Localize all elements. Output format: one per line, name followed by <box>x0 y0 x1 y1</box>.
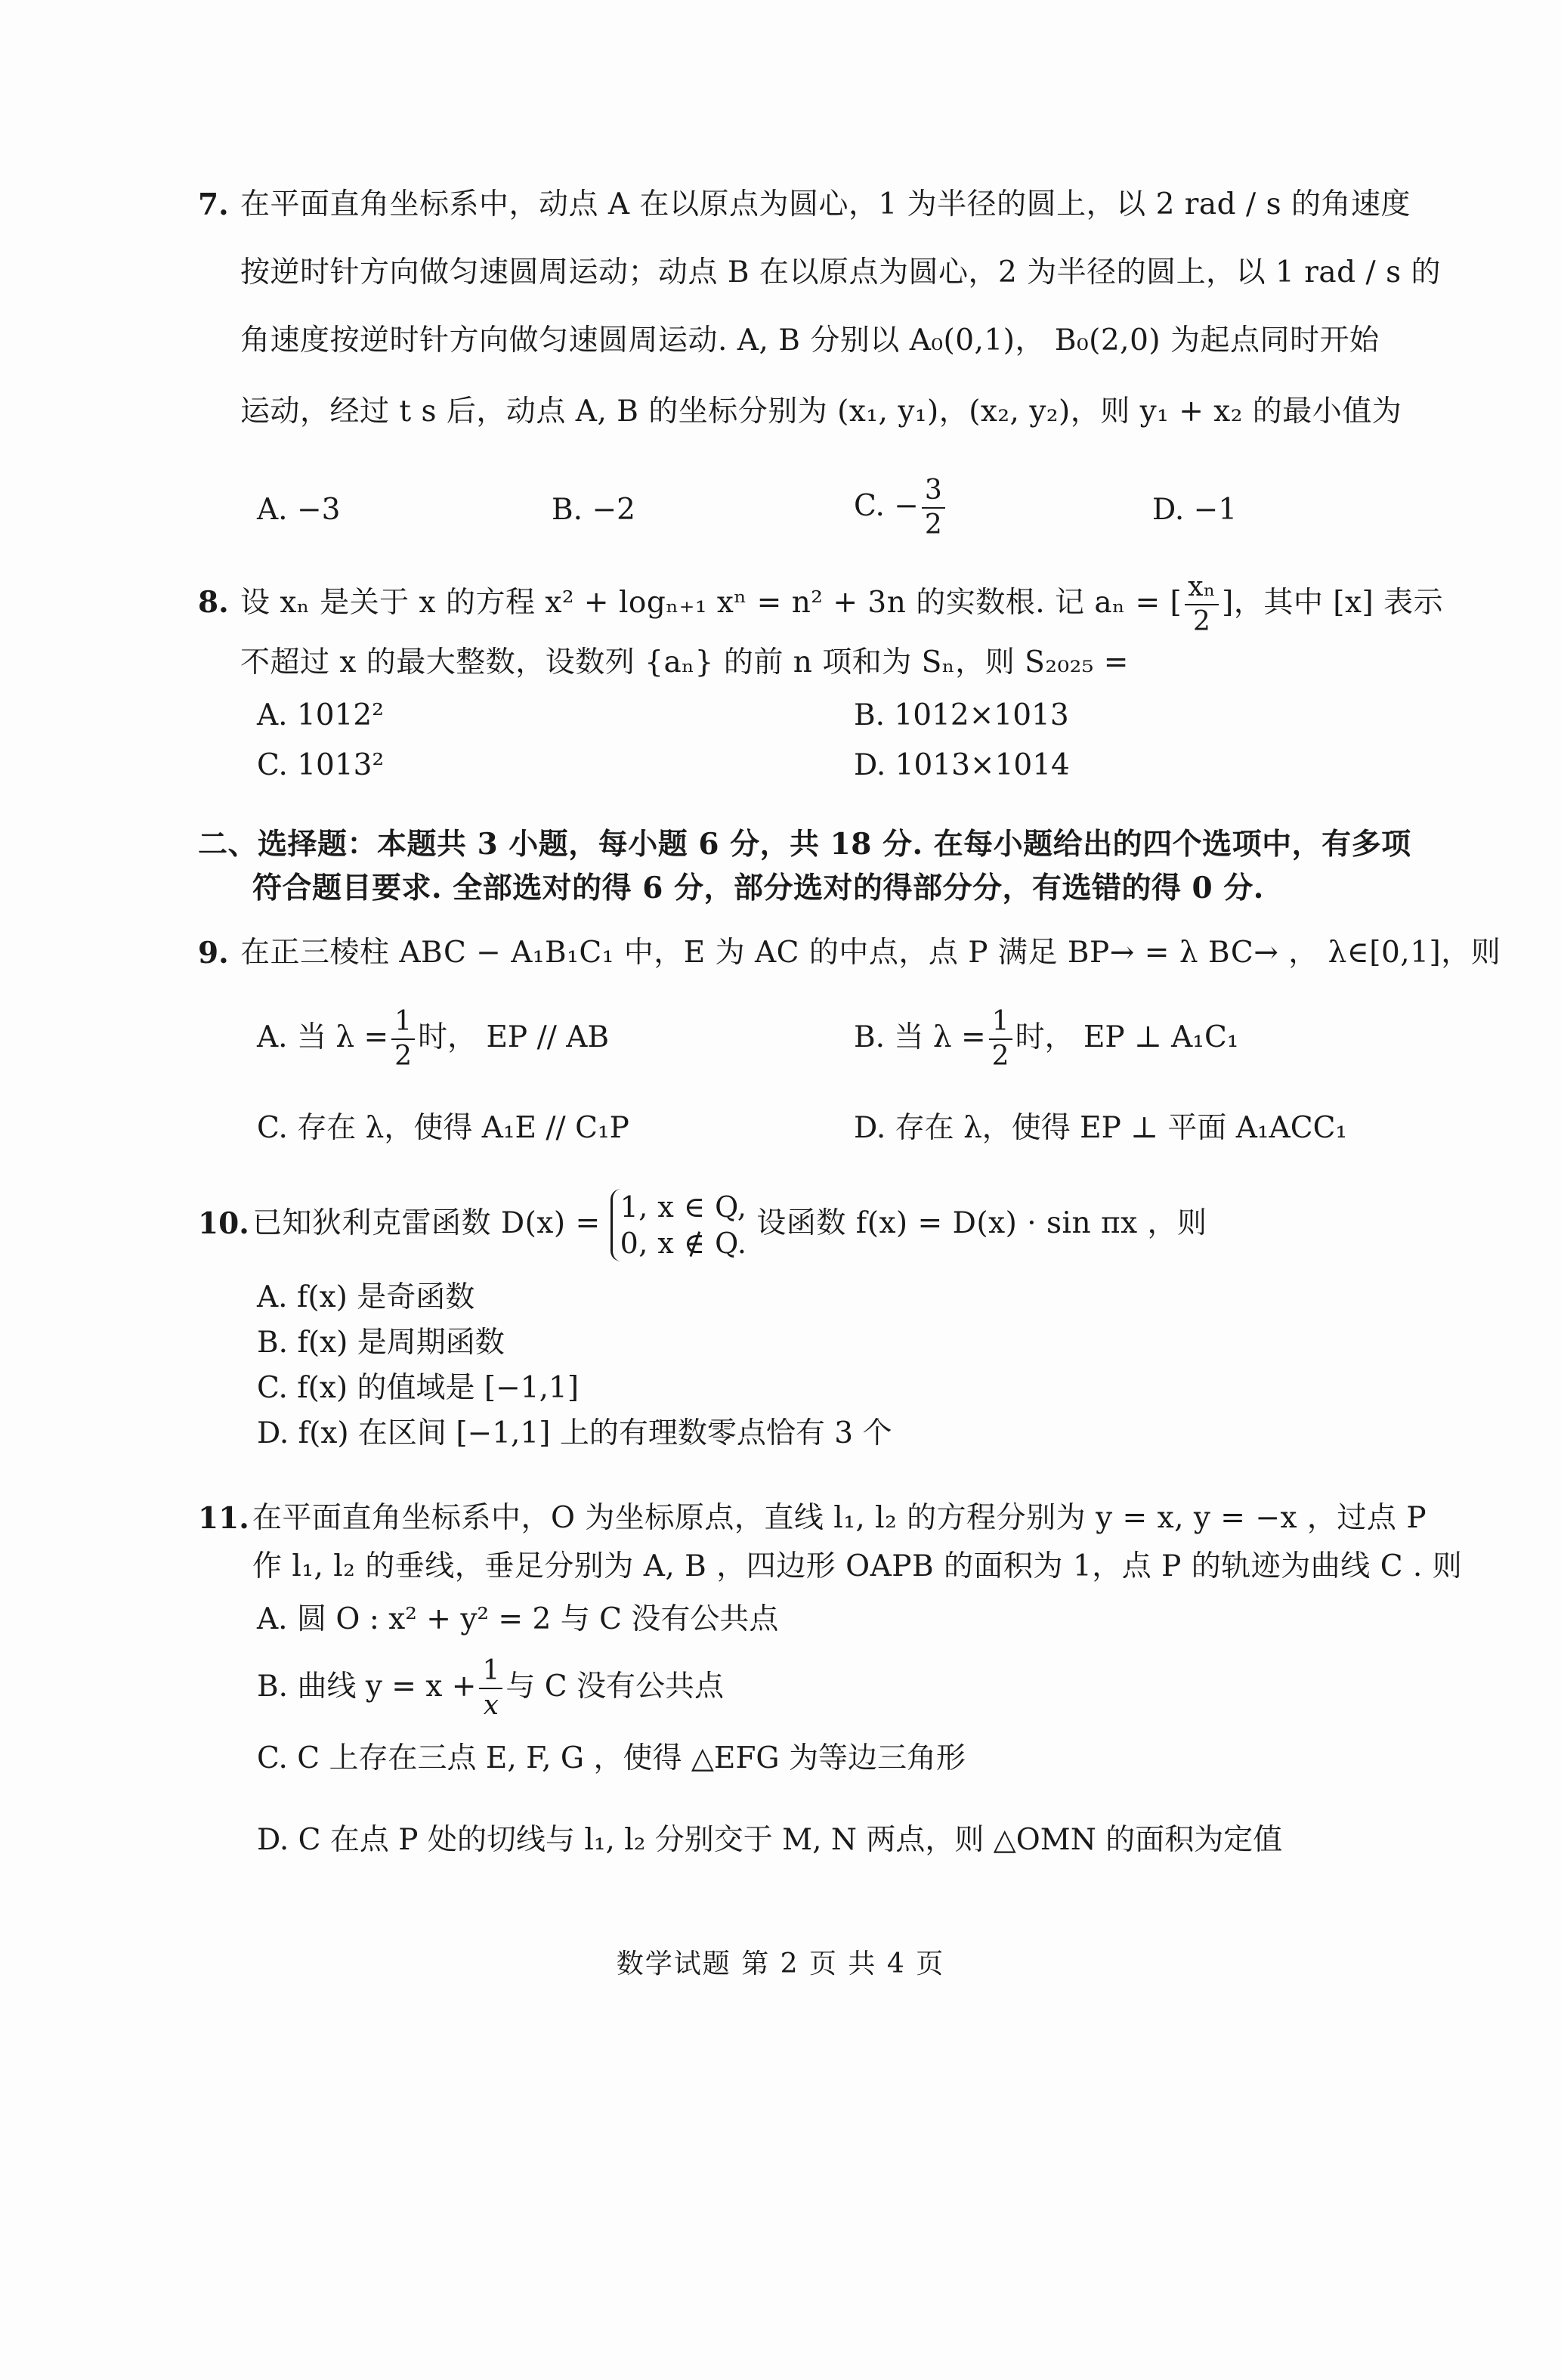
q7-line-1: 在平面直角坐标系中，动点 A 在以原点为圆心，1 为半径的圆上，以 2 rad / s 的角速度 <box>240 187 1411 221</box>
fraction-numerator: 1 <box>391 1005 415 1040</box>
page-footer: 数学试题 第 2 页 共 4 页 <box>616 1948 945 1979</box>
fraction-denominator: 2 <box>924 509 942 540</box>
q8-option-c: C. 1013² <box>257 748 385 782</box>
q11-option-b-post: 与 C 没有公共点 <box>505 1670 724 1704</box>
q9-number: 9. <box>198 936 229 970</box>
q7-line-2: 按逆时针方向做匀速圆周运动；动点 B 在以原点为圆心，2 为半径的圆上，以 1 rad / s 的 <box>240 255 1441 289</box>
q10-stem <box>252 1179 1207 1268</box>
q9-option-a-post: 时， EP // AB <box>418 1020 610 1054</box>
q7-option-d: D. −1 <box>1152 493 1238 527</box>
q11-option-b-fraction <box>479 1654 502 1722</box>
q11-option-b <box>257 1649 724 1725</box>
q7-line-3: 角速度按逆时针方向做匀速圆周运动. A, B 分别以 A₀(0,1)， B₀(2,0) 为起点同时开始 <box>240 323 1380 357</box>
q7-line-4: 运动，经过 t s 后，动点 A, B 的坐标分别为 (x₁, y₁)，(x₂, y₂)，则 y₁ + x₂ 的最小值为 <box>240 395 1402 429</box>
q11-number: 11. <box>198 1501 249 1536</box>
fraction-denominator: 2 <box>991 1041 1009 1072</box>
q10-case-1: 1, x ∈ Q, <box>620 1190 747 1224</box>
q9-stem: 在正三棱柱 ABC − A₁B₁C₁ 中，E 为 AC 的中点，点 P 满足 BP→ = λ BC→ ， λ∈[0,1]，则 <box>240 936 1501 970</box>
section-2-heading-line-2: 符合题目要求. 全部选对的得 6 分，部分选对的得部分分，有选错的得 0 分. <box>252 871 1264 905</box>
q11-option-c: C. C 上存在三点 E, F, G ，使得 △EFG 为等边三角形 <box>257 1741 966 1775</box>
q8-option-b: B. 1012×1013 <box>854 698 1069 732</box>
q9-option-a <box>257 996 609 1079</box>
q11-line-1: 在平面直角坐标系中，O 为坐标原点，直线 l₁, l₂ 的方程分别为 y = x, y = −x ，过点 P <box>252 1501 1427 1535</box>
q10-option-b: B. f(x) 是周期函数 <box>257 1326 505 1360</box>
q9-option-d: D. 存在 λ，使得 EP ⊥ 平面 A₁ACC₁ <box>854 1111 1348 1145</box>
q11-option-a: A. 圆 O : x² + y² = 2 与 C 没有公共点 <box>257 1602 779 1636</box>
q8-line-2: 不超过 x 的最大整数，设数列 {aₙ} 的前 n 项和为 Sₙ，则 S₂₀₂₅ = <box>240 645 1129 679</box>
fraction-numerator: 1 <box>479 1654 502 1689</box>
q9-option-c: C. 存在 λ，使得 A₁E // C₁P <box>257 1111 629 1145</box>
q8-line-1-a: 设 xₙ 是关于 x 的方程 x² + logₙ₊₁ xⁿ = n² + 3n 的实数根. 记 aₙ = [ <box>240 586 1182 620</box>
fraction-denominator: x <box>483 1690 499 1721</box>
section-2-heading-line-1: 二、选择题：本题共 3 小题，每小题 6 分，共 18 分. 在每小题给出的四个选项中，有多项 <box>198 827 1411 862</box>
q11-line-2: 作 l₁, l₂ 的垂线，垂足分别为 A, B ，四边形 OAPB 的面积为 1，点 P 的轨迹为曲线 C . 则 <box>252 1549 1463 1583</box>
q7-option-c <box>854 469 948 544</box>
q7-option-b: B. −2 <box>552 493 635 527</box>
q7-number: 7. <box>198 187 229 222</box>
q9-option-a-pre: A. 当 λ = <box>257 1020 389 1054</box>
q10-option-c: C. f(x) 的值域是 [−1,1] <box>257 1371 580 1405</box>
q9-option-b-fraction <box>989 1005 1012 1073</box>
q10-option-a: A. f(x) 是奇函数 <box>257 1280 475 1314</box>
q7-option-c-fraction <box>922 474 945 542</box>
q9-option-b-pre: B. 当 λ = <box>854 1020 986 1054</box>
q8-line-1-b: ]，其中 [x] 表示 <box>1222 586 1444 620</box>
q10-number: 10. <box>198 1206 249 1241</box>
q7-option-c-label: C. − <box>854 489 919 523</box>
q10-cases <box>610 1189 747 1261</box>
fraction-denominator: 2 <box>1192 606 1211 637</box>
q8-fraction <box>1185 571 1219 639</box>
q8-option-d: D. 1013×1014 <box>854 748 1070 782</box>
fraction-denominator: 2 <box>394 1041 413 1072</box>
q9-option-a-fraction <box>391 1005 415 1073</box>
q10-option-d: D. f(x) 在区间 [−1,1] 上的有理数零点恰有 3 个 <box>257 1416 892 1450</box>
q10-case-2: 0, x ∉ Q. <box>620 1227 747 1260</box>
q8-option-a: A. 1012² <box>257 698 384 732</box>
q8-line-1 <box>240 565 1443 641</box>
q10-stem-pre: 已知狄利克雷函数 D(x) = <box>252 1206 601 1240</box>
q7-option-a: A. −3 <box>257 493 341 527</box>
q11-option-b-pre: B. 曲线 y = x + <box>257 1670 477 1704</box>
q9-option-b-post: 时， EP ⊥ A₁C₁ <box>1015 1020 1239 1054</box>
fraction-numerator: 3 <box>922 474 945 509</box>
q11-option-d: D. C 在点 P 处的切线与 l₁, l₂ 分别交于 M, N 两点，则 △OMN 的面积为定值 <box>257 1823 1283 1857</box>
fraction-numerator: 1 <box>989 1005 1012 1040</box>
q9-option-b <box>854 996 1238 1079</box>
q10-stem-post: 设函数 f(x) = D(x) · sin πx ，则 <box>756 1206 1207 1240</box>
q8-number: 8. <box>198 585 229 620</box>
fraction-numerator: xₙ <box>1185 571 1219 605</box>
